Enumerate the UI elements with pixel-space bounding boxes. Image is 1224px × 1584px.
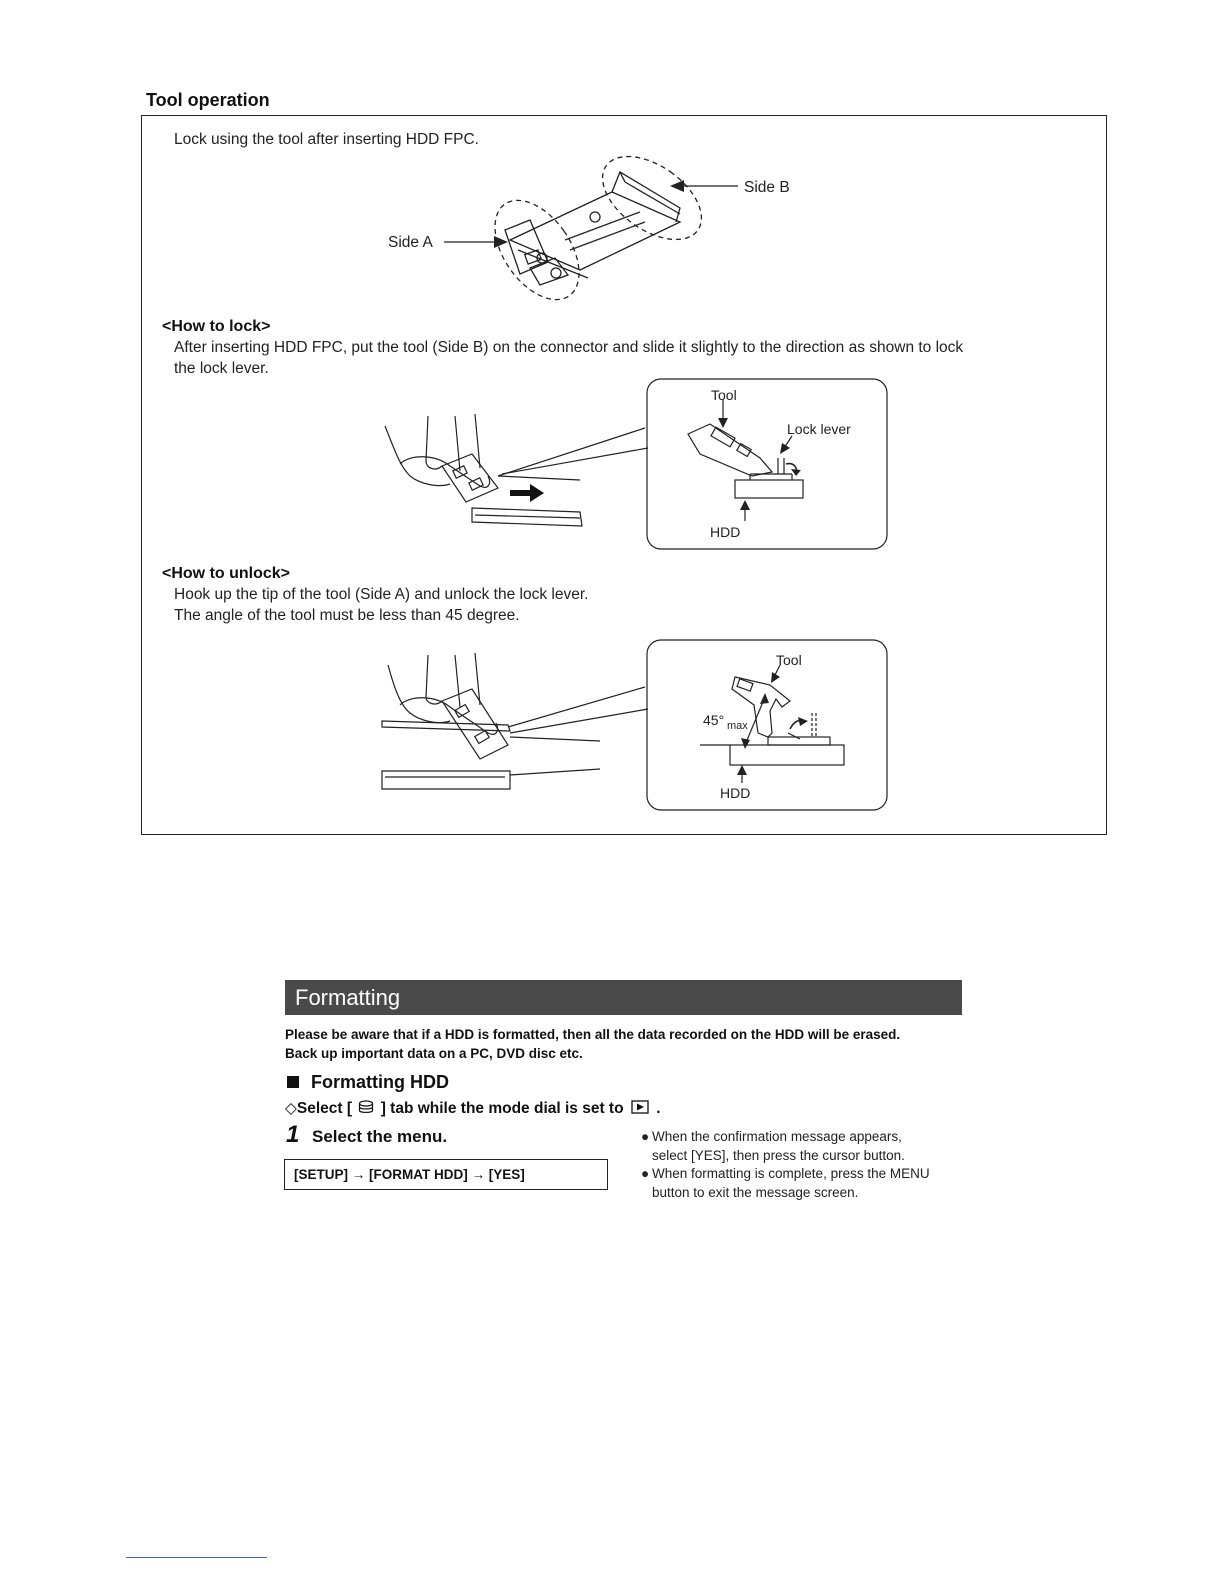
arrow-icon — [737, 765, 747, 775]
formatting-hdd-subheading-text: Formatting HDD — [311, 1072, 449, 1092]
lock-illustration — [380, 376, 900, 556]
arrow-icon — [718, 418, 728, 428]
note-bullet-2 — [641, 1166, 930, 1181]
playback-mode-icon — [631, 1100, 649, 1114]
hdd-tab-icon — [358, 1100, 374, 1114]
bullet-icon: ● — [641, 1166, 650, 1181]
arrow-icon — [494, 236, 508, 248]
callout-angle-sub-label: max — [727, 720, 748, 732]
footer-rule — [126, 1557, 267, 1558]
arrow-icon — [798, 717, 808, 726]
square-bullet-icon — [287, 1076, 299, 1088]
arrow-icon — [670, 180, 684, 192]
callout-lock-lever-label: Lock lever — [787, 421, 851, 437]
lock-instruction-line2: the lock lever. — [174, 360, 269, 377]
formatting-header: Formatting — [285, 980, 962, 1015]
callout-angle-label: 45° — [703, 712, 725, 728]
how-to-unlock-heading: <How to unlock> — [162, 565, 291, 582]
note-2-line1: When formatting is complete, press the MENU — [652, 1166, 930, 1181]
side-a-label: Side A — [388, 234, 433, 251]
arrow-icon — [741, 738, 750, 749]
formatting-hdd-subheading — [287, 1072, 449, 1093]
tool-overview-illustration — [380, 150, 820, 310]
callout-hdd-label: HDD — [710, 524, 741, 540]
note-bullet-1 — [641, 1129, 902, 1144]
format-warning-line2: Back up important data on a PC, DVD disc etc. — [285, 1046, 583, 1061]
arrow-icon — [780, 443, 790, 454]
arrow-icon — [740, 500, 750, 510]
select-middle: ] tab while the mode dial is set to — [380, 1100, 624, 1117]
side-a-highlight — [478, 185, 596, 310]
slide-direction-arrow-icon — [510, 484, 544, 502]
side-b-highlight — [588, 150, 716, 256]
select-suffix: . — [656, 1100, 661, 1117]
callout-tool-label: Tool — [776, 652, 802, 668]
menu-path-box: [SETUP] → [FORMAT HDD] → [YES] — [284, 1159, 608, 1190]
step-number: 1 — [286, 1121, 300, 1148]
unlock-illustration — [380, 637, 900, 817]
select-tab-instruction — [285, 1099, 661, 1118]
lock-instruction-line1: After inserting HDD FPC, put the tool (Side B) on the connector and slide it slightly to the direction as shown to lock — [174, 339, 964, 356]
format-warning-line1: Please be aware that if a HDD is formatted, then all the data recorded on the HDD will be erased. — [285, 1027, 901, 1042]
note-1-line1: When the confirmation message appears, — [652, 1129, 902, 1144]
side-b-label: Side B — [744, 179, 790, 196]
step-text: Select the menu. — [312, 1127, 448, 1146]
how-to-lock-heading: <How to lock> — [162, 318, 271, 335]
bullet-icon: ● — [641, 1129, 650, 1144]
note-2-line2: button to exit the message screen. — [652, 1185, 859, 1200]
arrow-icon — [760, 693, 769, 704]
note-1-line2: select [YES], then press the cursor button. — [652, 1148, 905, 1163]
callout-tool-label: Tool — [711, 387, 737, 403]
callout-hdd-label: HDD — [720, 785, 751, 801]
unlock-instruction-line2: The angle of the tool must be less than 45 degree. — [174, 607, 520, 624]
section-title: Tool operation — [146, 90, 270, 110]
unlock-instruction-line1: Hook up the tip of the tool (Side A) and unlock the lock lever. — [174, 586, 589, 603]
intro-text: Lock using the tool after inserting HDD FPC. — [174, 131, 479, 148]
select-prefix: ◇Select [ — [285, 1100, 353, 1117]
